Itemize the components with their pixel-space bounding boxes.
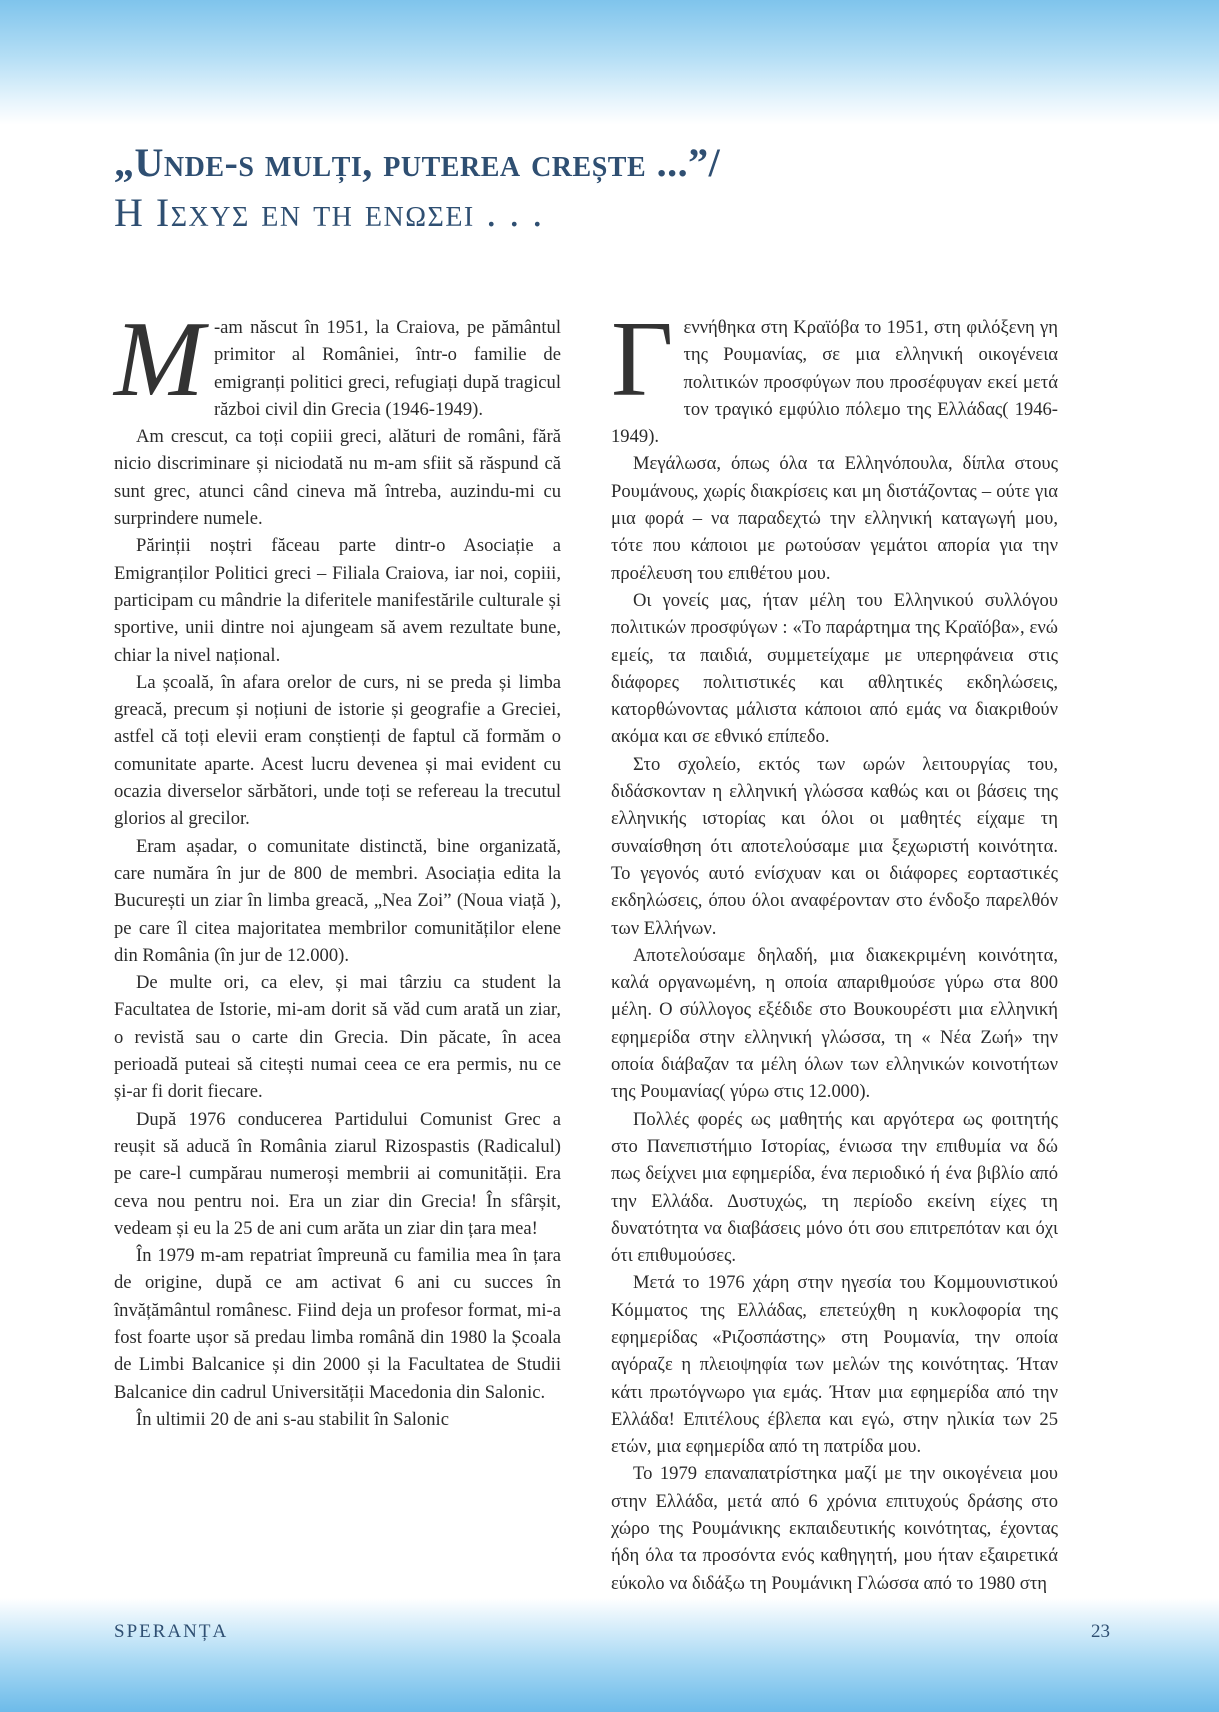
bottom-gradient-band <box>0 1598 1219 1712</box>
greek-paragraph-5: Αποτελούσαμε δηλαδή, μια διακεκριμένη κοινότητα, καλά οργανωμένη, η οποία απαριθμούσε γύρω στα 800 μέλη. Ο σύλλογος εξέδιδε στο Βουκουρέστι μια ελληνική εφημερίδα στην ελληνική γλώσσα, τη « Νέα Ζωή» την οποία διάβαζαν τα μέλη όλων των ελληνικών κοινοτήτων της Ρουμανίας( γύρω στις 12.000). <box>611 944 1058 1103</box>
greek-paragraph-1-text: εννήθηκα στη Κραϊόβα το 1951, στη φιλόξενη γη της Ρουμανίας, σε μια ελληνική οικογένεια πολιτικών προσφύγων που προσέφυγαν εκεί μετά τον τραγικό εμφύλιο πόλεμο της Ελλάδας( 1946-1949). <box>611 317 1058 448</box>
romanian-paragraph-8: În 1979 m-am repatriat împreună cu familia mea în țara de origine, după ce am activat 6 ani cu succes în învățământul românesc. Fiind deja un profesor format, mi-a fost foarte ușor să predau limba română din 1980 la Școala de Limbi Balcanice și din 2000 și la Facultatea de Studii Balcanice din cadrul Universității Macedonia din Salonic. <box>114 1245 561 1403</box>
greek-paragraph-6: Πολλές φορές ως μαθητής και αργότερα ως φοιτητής στο Πανεπιστήμιο Ιστορίας, ένιωσα την επιθυμία να δώ πως δείχνει μια εφημερίδα, ένα περιοδικό ή ένα βιβλίο από την Ελλάδα. Δυστυχώς, τη περίοδο εκείνη είχες τη δυνατότητα να διαβάσεις μόνο ότι σου επιτρεπόταν και όχι ότι επιθυμούσες. <box>611 1108 1058 1267</box>
romanian-paragraph-4: La școală, în afara orelor de curs, ni se preda și limba greacă, precum și noțiuni de istorie și geografie a Greciei, astfel că toți elevii eram conștienți de faptul că formăm o comunitate aparte. Acest lucru devenea și mai evident cu ocazia diverselor sărbători, unde toți se refereau la trecutul glorios al grecilor. <box>114 671 561 830</box>
greek-paragraph-7: Μετά το 1976 χάρη στην ηγεσία του Κομμουνιστικού Κόμματος της Ελλάδας, επετεύχθη η κυκλοφορία της εφημερίδας «Ριζοσπάστης» στη Ρουμανία, την οποία αγόραζε η πλειοψηφία των μελών της κοινότητας. Ήταν κάτι πρωτόγνωρο για εμάς. Ήταν μια εφημερίδα από την Ελλάδα! Επιτέλους έβλεπα και εγώ, στην ηλικία των 25 ετών, μια εφημερίδα από τη πατρίδα μου. <box>611 1272 1058 1458</box>
drop-cap-romanian: M <box>114 300 204 419</box>
romanian-paragraph-9: În ultimii 20 de ani s-au stabilit în Salonic <box>136 1408 449 1430</box>
top-gradient-band <box>0 0 1219 125</box>
romanian-paragraph-3: Părinții noștri făceau parte dintr-o Asociație a Emigranților Politici greci – Filiala Craiova, iar noi, copiii, participam cu mândrie la diferitele manifestările culturale și sportive, unii dintre noi ajungeam să avem rezultate bune, chiar la nivel național. <box>114 535 561 666</box>
romanian-paragraph-1 <box>114 300 561 423</box>
greek-paragraph-1 <box>611 300 1058 450</box>
article-title <box>114 138 1114 238</box>
romanian-paragraph-1-text: -am născut în 1951, la Craiova, pe pământul primitor al României, într-o familie de emigranți politici greci, refugiați după tragicul război civil din Grecia (1946-1949). <box>213 317 561 420</box>
romanian-paragraph-5: Eram așadar, o comunitate distinctă, bine organizată, care număra în jur de 800 de membri. Asociația edita la București un ziar în limba greacă, „Nea Zoi” (Noua viață ), pe care îl citea majoritatea membrilor comunităților elene din România (în jur de 12.000). <box>114 835 561 966</box>
title-romanian: „Unde-s mulți, puterea crește ...”/ <box>114 140 721 185</box>
romanian-column <box>114 300 561 1433</box>
greek-paragraph-8: Το 1979 επαναπατρίστηκα μαζί με την οικογένεια μου στην Ελλάδα, μετά από 6 χρόνια επιτυχούς δράσης στο χώρο της Ρουμάνικης εκπαιδευτικής κοινότητας, έχοντας ήδη όλα τα προσόντα ενός καθηγητή, μου ήταν εξαιρετικά εύκολο να διδάξω τη Ρουμάνικη Γλώσσα από το 1980 στη <box>611 1463 1058 1594</box>
drop-cap-greek: Γ <box>611 300 674 419</box>
title-greek: Η Ισχυσ εν τη ενωσει . . . <box>114 190 544 235</box>
greek-paragraph-3: Οι γονείς μας, ήταν μέλη του Ελληνικού συλλόγου πολιτικών προσφύγων : «Το παράρτημα της Κραϊόβα», ενώ εμείς, τα παιδιά, συμμετείχαμε με υπερηφάνεια στις διάφορες πολιτιστικές και αθλητικές εκδηλώσεις, κατορθώνοντας μάλιστα κάποιοι από εμάς να διακριθούν ακόμα και σε εθνικό επίπεδο. <box>611 589 1058 748</box>
page-number: 23 <box>1091 1621 1110 1642</box>
romanian-paragraph-6: De multe ori, ca elev, și mai târziu ca student la Facultatea de Istorie, mi-am dorit să văd cum arată un ziar, o revistă sau o carte din Grecia. Din păcate, în acea perioadă puteai să citești numai ceea ce era permis, nu ce și-ar fi dorit fiecare. <box>114 972 561 1103</box>
romanian-paragraph-2: Am crescut, ca toți copiii greci, alături de români, fără nicio discriminare și niciodată nu m-am sfiit să răspund că sunt grec, atunci când cineva mă întreba, auzindu-mi cu surprindere numele. <box>114 426 561 530</box>
romanian-paragraph-7: După 1976 conducerea Partidului Comunist Grec a reușit să aducă în România ziarul Rizospastis (Radicalul) pe care-l cumpărau numeroși membrii ai comunității. Era ceva nou pentru noi. Era un ziar din Grecia! În sfârșit, vedeam și eu la 25 de ani cum arăta un ziar din țara mea! <box>114 1108 561 1239</box>
publication-name: SPERANȚA <box>114 1621 229 1642</box>
greek-paragraph-4: Στο σχολείο, εκτός των ωρών λειτουργίας του, διδάσκονταν η ελληνική γλώσσα καθώς και οι βάσεις της ελληνικής ιστορίας και όλοι οι μαθητές είχαμε τη συναίσθηση ότι αποτελούσαμε μια ξεχωριστή κοινότητα. Το γεγονός αυτό ενίσχυαν και οι διάφορες εορταστικές εκδηλώσεις, όπου όλοι αναφέρονταν στο ένδοξο παρελθόν των Ελλήνων. <box>611 753 1058 939</box>
greek-paragraph-2: Μεγάλωσα, όπως όλα τα Ελληνόπουλα, δίπλα στους Ρουμάνους, χωρίς διακρίσεις και μη διστάζοντας – ούτε για μια φορά – να παραδεχτώ την ελληνική καταγωγή μου, τότε που κάποιοι με ρωτούσαν γεμάτοι απορία για την προέλευση του επιθέτου μου. <box>611 453 1058 584</box>
greek-column <box>611 300 1058 1597</box>
